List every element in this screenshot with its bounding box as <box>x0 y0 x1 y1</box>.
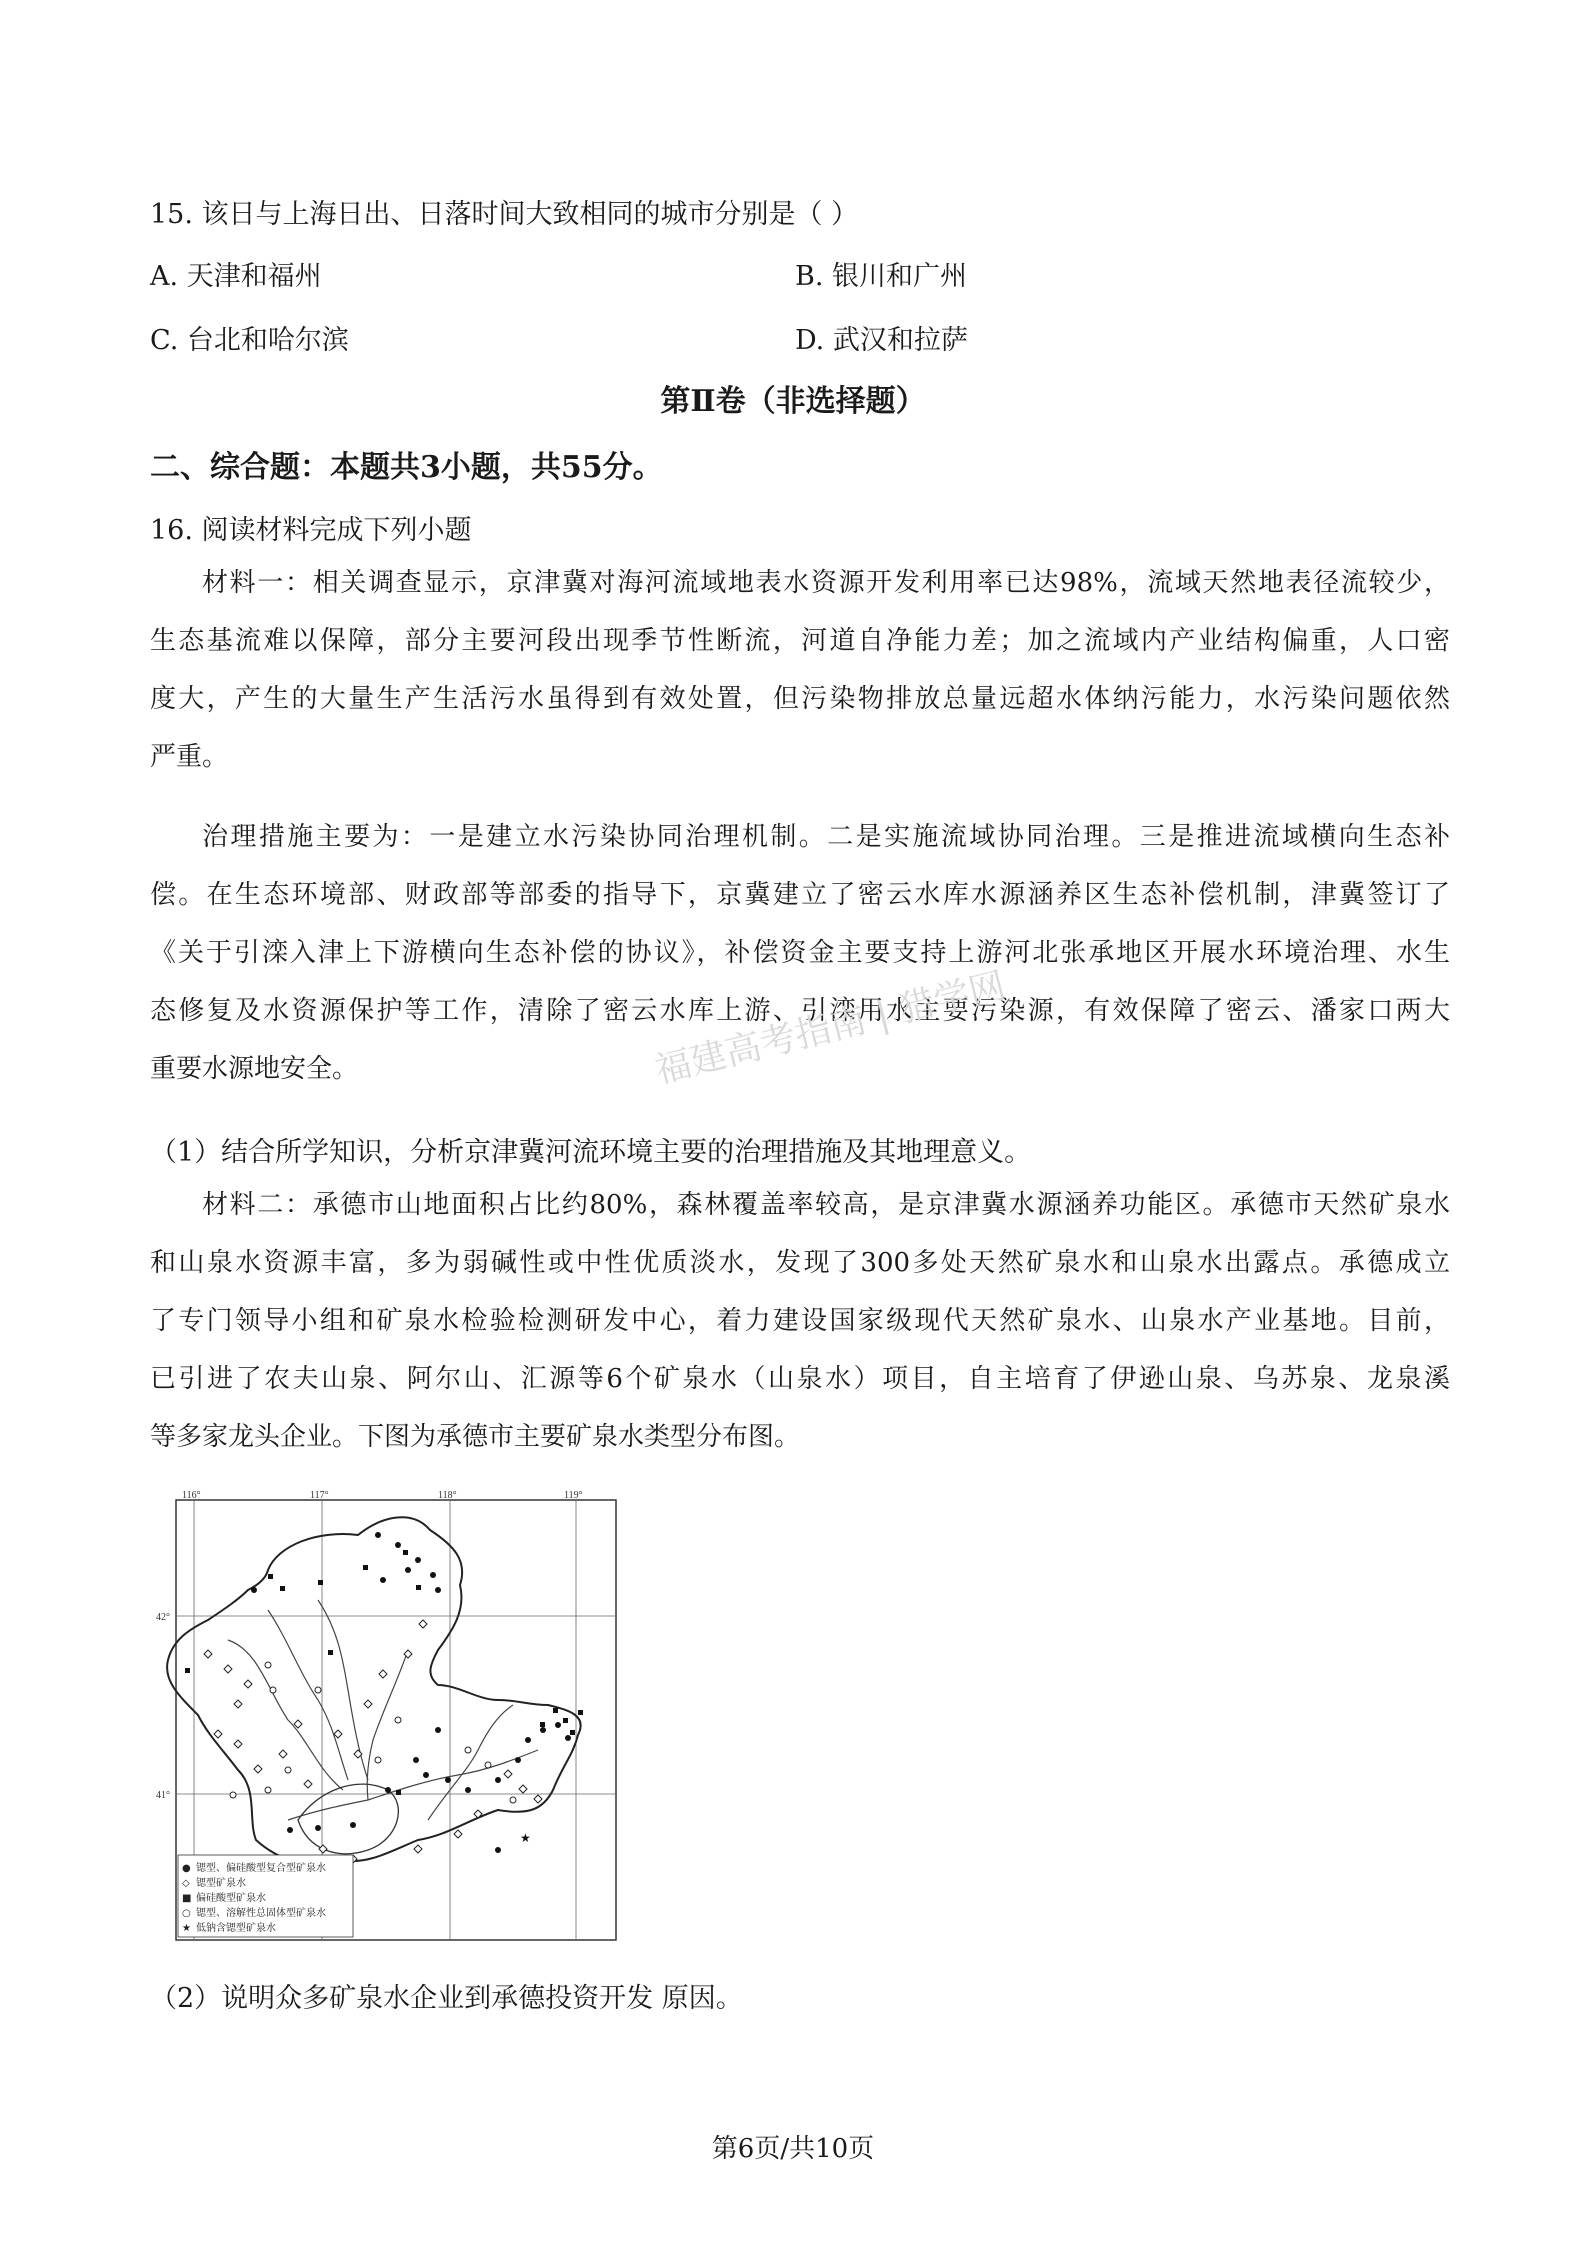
option-d: D. 武汉和拉萨 <box>795 325 968 356</box>
lat-label-42: 42° <box>156 1612 170 1623</box>
material-2-line: 了专门领导小组和矿泉水检验检测研发中心，着力建设国家级现代天然矿泉水、山泉水产业基地。目前， <box>150 1306 1450 1336</box>
legend-symbol-1: ● <box>182 1863 191 1874</box>
mineral-water-distribution-map <box>156 1490 628 1950</box>
material-1-line: 严重。 <box>150 742 229 772</box>
measures-line: 态修复及水资源保护等工作，清除了密云水库上游、引滦用水主要污染源，有效保障了密云、潘家口两大 <box>150 996 1450 1026</box>
material-2-line: 等多家龙头企业。下图为承德市主要矿泉水类型分布图。 <box>150 1422 801 1452</box>
material-1-line: 材料一：相关调查显示，京津冀对海河流域地表水资源开发利用率已达98%，流域天然地表径流较少， <box>202 568 1450 598</box>
part-2-heading: 二、综合题：本题共3小题，共55分。 <box>150 450 663 485</box>
marker-low-sodium: ★ <box>520 1831 531 1845</box>
material-1-line: 生态基流难以保障，部分主要河段出现季节性断流，河道自净能力差；加之流域内产业结构偏重，人口密 <box>150 626 1450 656</box>
material-2-line: 材料二：承德市山地面积占比约80%，森林覆盖率较高，是京津冀水源涵养功能区。承德市天然矿泉水 <box>202 1190 1450 1220</box>
lat-label-41: 41° <box>156 1790 170 1801</box>
lon-label-118: 118° <box>438 1490 457 1501</box>
legend-symbol-5: ★ <box>182 1923 191 1934</box>
lon-label-116: 116° <box>182 1490 201 1501</box>
legend-symbol-3: ■ <box>182 1893 192 1904</box>
measures-line: 重要水源地安全。 <box>150 1054 359 1084</box>
lon-label-119: 119° <box>564 1490 583 1501</box>
page-footer: 第6页/共10页 <box>711 2134 875 2164</box>
material-2-line: 和山泉水资源丰富，多为弱碱性或中性优质淡水，发现了300多处天然矿泉水和山泉水出露点。承德成立 <box>150 1248 1450 1278</box>
material-2 <box>150 1176 1450 1466</box>
part-2-title: 第Ⅱ卷（非选择题） <box>660 384 926 419</box>
measures-line: 偿。在生态环境部、财政部等部委的指导下，京冀建立了密云水库水源涵养区生态补偿机制，津冀签订了 <box>150 880 1450 910</box>
watermark: 福建高考指南 | 猎学网 <box>651 965 1010 1092</box>
legend-text-2: 锶型矿泉水 <box>196 1878 246 1889</box>
option-a: A. 天津和福州 <box>150 261 322 292</box>
option-b: B. 银川和广州 <box>795 261 968 292</box>
question-16-stem: 16. 阅读材料完成下列小题 <box>150 515 472 546</box>
legend-text-1: 锶型、偏硅酸型复合型矿泉水 <box>196 1863 326 1874</box>
lon-label-117: 117° <box>310 1490 329 1501</box>
measures-line: 《关于引滦入津上下游横向生态补偿的协议》，补偿资金主要支持上游河北张承地区开展水环境治理、水生 <box>150 938 1450 968</box>
sub-question-2: （2）说明众多矿泉水企业到承德投资开发 原因。 <box>150 1983 743 2014</box>
legend-text-3: 偏硅酸型矿泉水 <box>196 1893 266 1904</box>
material-1 <box>150 554 1450 786</box>
legend-text-4: 锶型、溶解性总固体型矿泉水 <box>196 1908 326 1919</box>
map-legend <box>178 1855 353 1937</box>
material-2-line: 已引进了农夫山泉、阿尔山、汇源等6个矿泉水（山泉水）项目，自主培育了伊逊山泉、乌苏泉、龙泉溪 <box>150 1364 1450 1394</box>
option-c: C. 台北和哈尔滨 <box>150 325 349 356</box>
question-15-stem: 15. 该日与上海日出、日落时间大致相同的城市分别是（ ） <box>150 199 859 230</box>
legend-text-5: 低钠含锶型矿泉水 <box>196 1923 276 1934</box>
legend-symbol-4: ○ <box>182 1908 191 1919</box>
material-1-line: 度大，产生的大量生产生活污水虽得到有效处置，但污染物排放总量远超水体纳污能力，水污染问题依然 <box>150 684 1450 714</box>
sub-question-1: （1）结合所学知识，分析京津冀河流环境主要的治理措施及其地理意义。 <box>150 1137 1032 1168</box>
legend-symbol-2: ◇ <box>182 1878 190 1889</box>
measures-line: 治理措施主要为：一是建立水污染协同治理机制。二是实施流域协同治理。三是推进流域横向生态补 <box>202 822 1450 852</box>
